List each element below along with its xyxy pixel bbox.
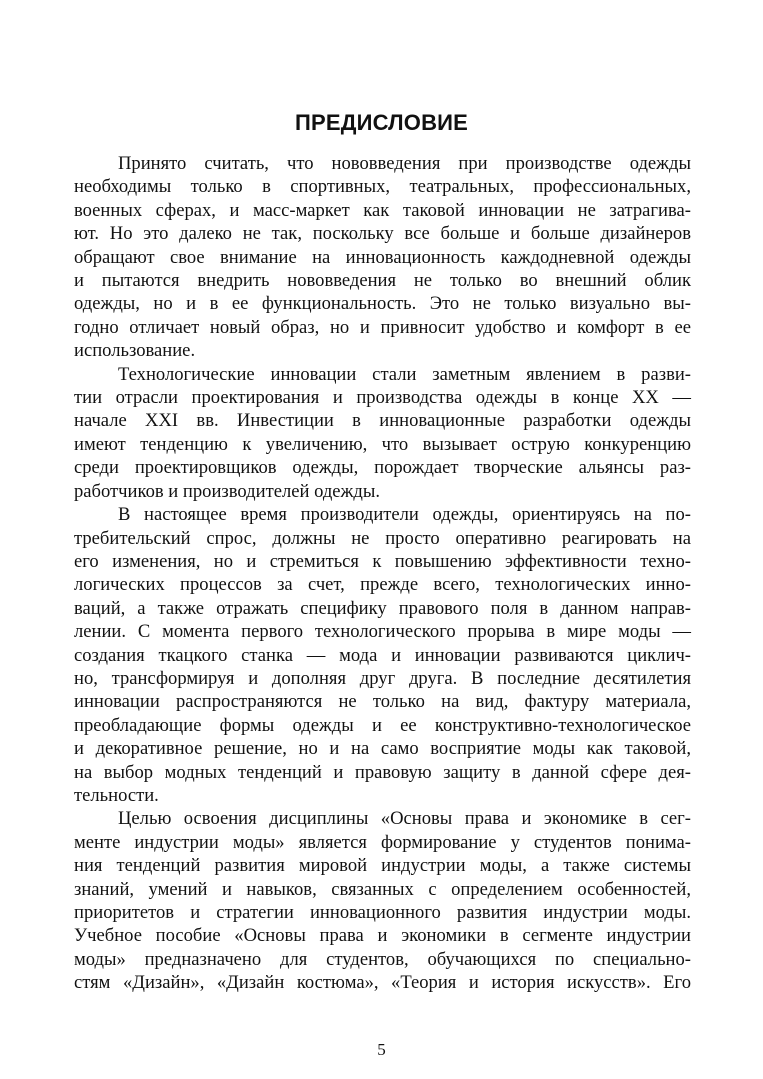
text-line: имеют тенденцию к увеличению, что вызывает острую конкуренцию xyxy=(74,433,691,455)
text-line: и декоративное решение, но и на само восприятие моды как таковой, xyxy=(74,738,691,760)
text-line: но, трансформируя и дополняя друг друга. В последние десятилетия xyxy=(74,667,691,689)
text-line: работчиков и производителей одежды. xyxy=(74,480,380,502)
text-line: одежды, но и в ее функциональность. Это не только визуально вы- xyxy=(74,293,691,315)
text-line: и пытаются внедрить нововведения не только во внешний облик xyxy=(74,270,691,292)
text-line: Учебное пособие «Основы права и экономики в сегменте индустрии xyxy=(74,925,691,947)
paragraph xyxy=(74,503,691,807)
text-line: использование. xyxy=(74,340,196,362)
page-title: ПРЕДИСЛОВИЕ xyxy=(294,110,469,135)
page-number: 5 xyxy=(377,1040,386,1059)
text-line: ют. Но это далеко не так, поскольку все больше и больше дизайнеров xyxy=(74,223,691,245)
text-line: начале XXI вв. Инвестиции в инновационные разработки одежды xyxy=(74,410,691,432)
paragraph xyxy=(74,807,691,994)
text-line: тии отрасли проектирования и производства одежды в конце XX — xyxy=(74,387,691,409)
text-line: создания ткацкого станка — мода и инновации развиваются циклич- xyxy=(74,644,691,666)
text-line: Целью освоения дисциплины «Основы права и экономике в сег- xyxy=(118,808,691,830)
body-text xyxy=(74,152,691,995)
paragraph xyxy=(74,152,691,363)
text-line: приоритетов и стратегии инновационного развития индустрии моды. xyxy=(74,902,691,923)
text-line: на выбор модных тенденций и правовую защиту в данной сфере дея- xyxy=(74,761,691,783)
text-line: лении. С момента первого технологического прорыва в мире моды — xyxy=(74,621,691,643)
text-line: преобладающие формы одежды и ее конструктивно-технологическое xyxy=(74,714,691,736)
text-line: стям «Дизайн», «Дизайн костюма», «Теория и история искусств». Его xyxy=(74,972,691,994)
text-line: Технологические инновации стали заметным явлением в разви- xyxy=(118,363,691,385)
text-line: Принято считать, что нововведения при производстве одежды xyxy=(118,153,691,174)
text-line: логических процессов за счет, прежде всего, технологических инно- xyxy=(74,574,691,596)
text-line: требительский спрос, должны не просто оперативно реагировать на xyxy=(74,527,691,549)
text-line: необходимы только в спортивных, театральных, профессиональных, xyxy=(74,176,691,198)
text-line: тельности. xyxy=(74,784,159,806)
text-line: военных сферах, и масс-маркет как таковой инновации не затрагива- xyxy=(74,199,691,221)
paragraph xyxy=(74,363,691,503)
text-line: ния тенденций развития мировой индустрии моды, а также системы xyxy=(74,855,691,877)
text-line: знаний, умений и навыков, связанных с определением особенностей, xyxy=(74,878,691,900)
text-line: ваций, а также отражать специфику правового поля в данном направ- xyxy=(74,597,691,619)
text-line: менте индустрии моды» является формирование у студентов понима- xyxy=(74,831,691,853)
text-line: инновации распространяются не только на вид, фактуру материала, xyxy=(74,691,691,713)
text-line: его изменения, но и стремиться к повышению эффективности техно- xyxy=(74,550,691,572)
text-line: годно отличает новый образ, но и привносит удобство и комфорт в ее xyxy=(74,316,691,338)
text-line: моды» предназначено для студентов, обучающихся по специально- xyxy=(74,948,691,970)
text-line: В настоящее время производители одежды, ориентируясь на по- xyxy=(118,504,691,526)
text-line: среди проектировщиков одежды, порождает творческие альянсы раз- xyxy=(74,457,691,479)
text-line: обращают свое внимание на инновационность каждодневной одежды xyxy=(74,246,691,268)
